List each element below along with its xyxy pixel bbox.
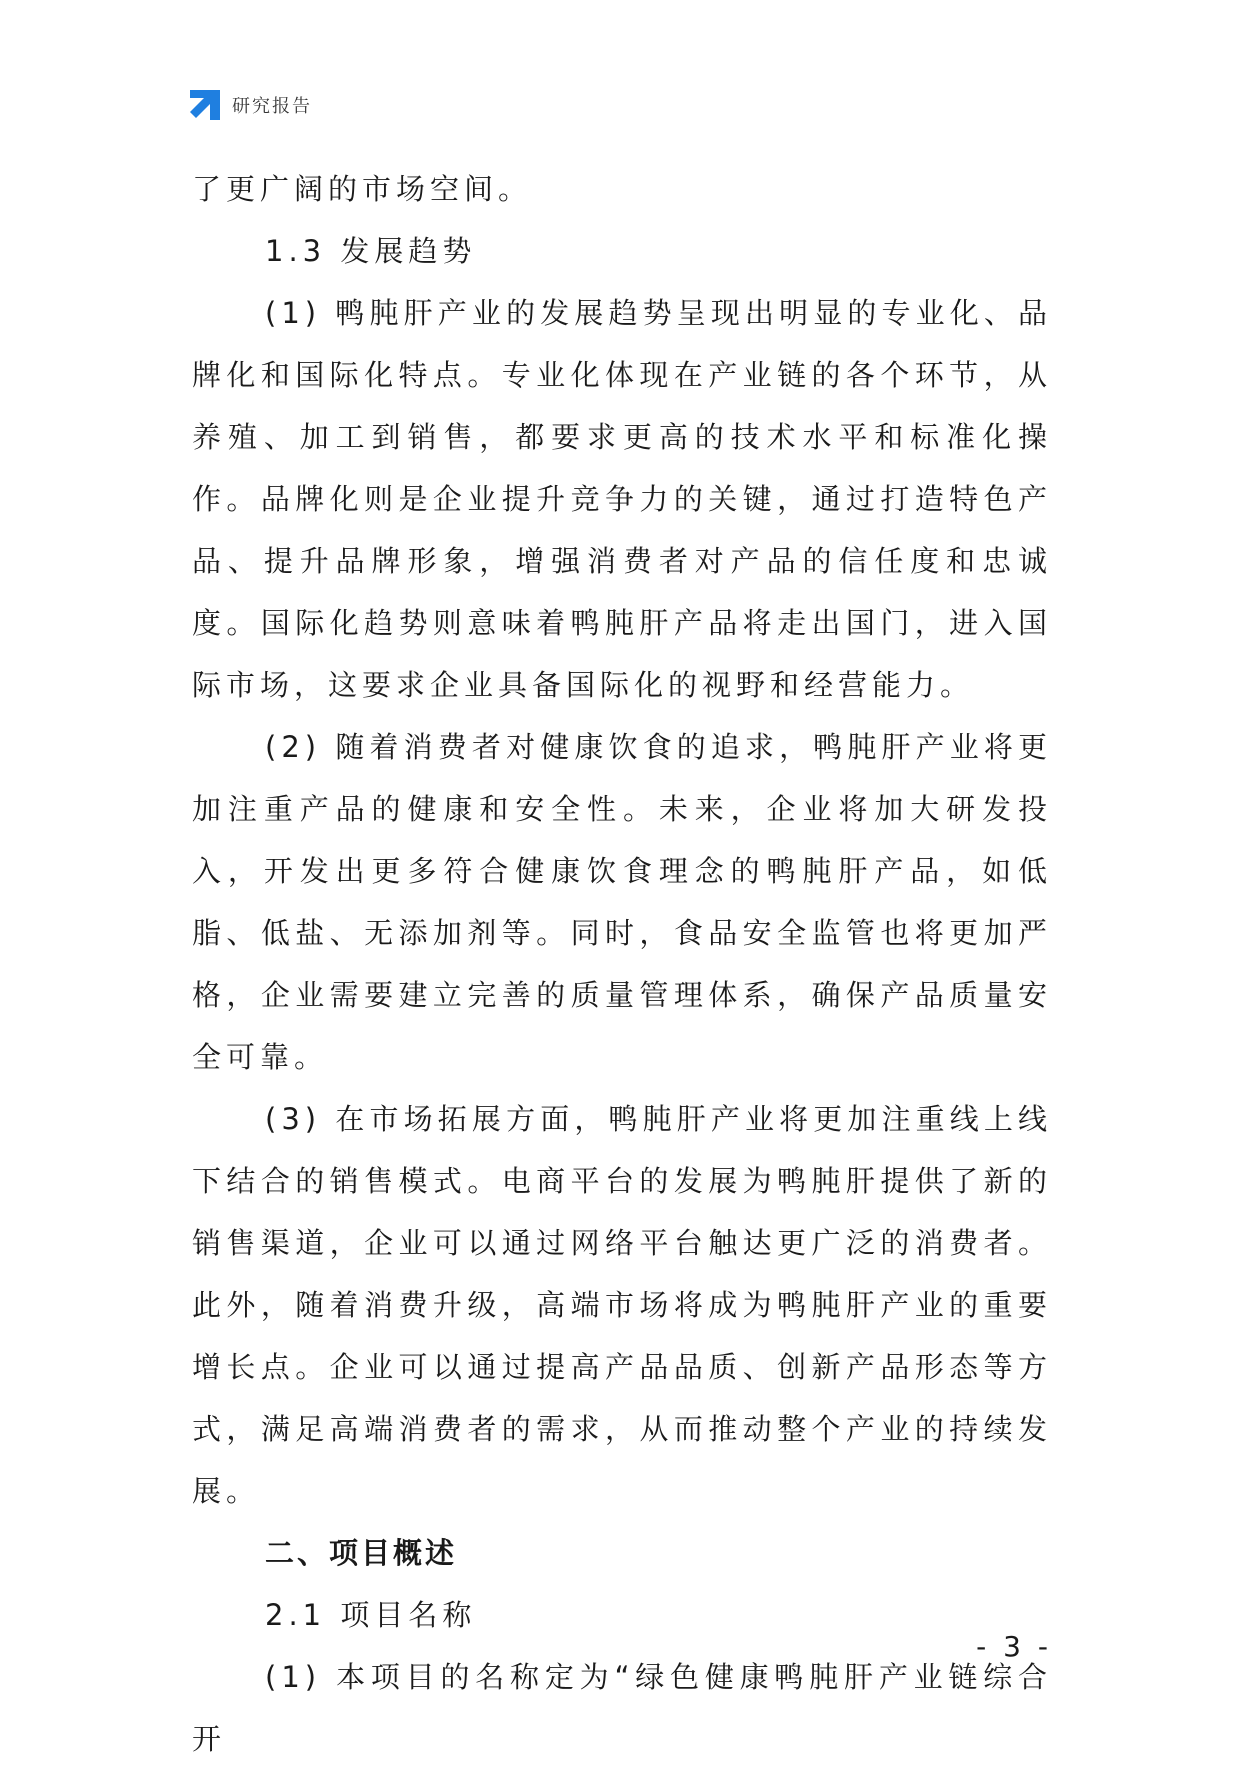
page-number: - 3 - bbox=[976, 1630, 1052, 1663]
paragraph-trend-2: (2) 随着消费者对健康饮食的追求，鸭肫肝产业将更加注重产品的健康和安全性。未来，企业将加大研发投入，开发出更多符合健康饮食理念的鸭肫肝产品，如低脂、低盐、无添加剂等。同时，食品安全监管也将更加严格，企业需要建立完善的质量管理体系，确保产品质量安全可靠。 bbox=[192, 730, 1052, 1074]
paragraph-trend-1: (1) 鸭肫肝产业的发展趋势呈现出明显的专业化、品牌化和国际化特点。专业化体现在产业链的各个环节，从养殖、加工到销售，都要求更高的技术水平和标准化操作。品牌化则是企业提升竞争力的关键，通过打造特色产品、提升品牌形象，增强消费者对产品的信任度和忠诚度。国际化趋势则意味着鸭肫肝产品将走出国门，进入国际市场，这要求企业具备国际化的视野和经营能力。 bbox=[192, 296, 1052, 702]
paragraph-project-name: (1) 本项目的名称定为“绿色健康鸭肫肝产业链综合开 bbox=[192, 1660, 1052, 1756]
paragraph-trend-3: (3) 在市场拓展方面，鸭肫肝产业将更加注重线上线下结合的销售模式。电商平台的发展为鸭肫肝提供了新的销售渠道，企业可以通过网络平台触达更广泛的消费者。此外，随着消费升级，高端市场将成为鸭肫肝产业的重要增长点。企业可以通过提高产品品质、创新产品形态等方式，满足高端消费者的需求，从而推动整个产业的持续发展。 bbox=[192, 1102, 1052, 1508]
document-body bbox=[192, 158, 1052, 1770]
page-header bbox=[188, 88, 312, 122]
section-heading-1-3: 1.3 发展趋势 bbox=[265, 234, 477, 268]
section-heading-2-1: 2.1 项目名称 bbox=[265, 1598, 477, 1632]
chapter-heading-2: 二、项目概述 bbox=[265, 1536, 458, 1570]
paragraph-continuation: 了更广阔的市场空间。 bbox=[192, 172, 533, 206]
header-title: 研究报告 bbox=[232, 96, 312, 117]
arrow-logo-icon bbox=[188, 88, 222, 122]
